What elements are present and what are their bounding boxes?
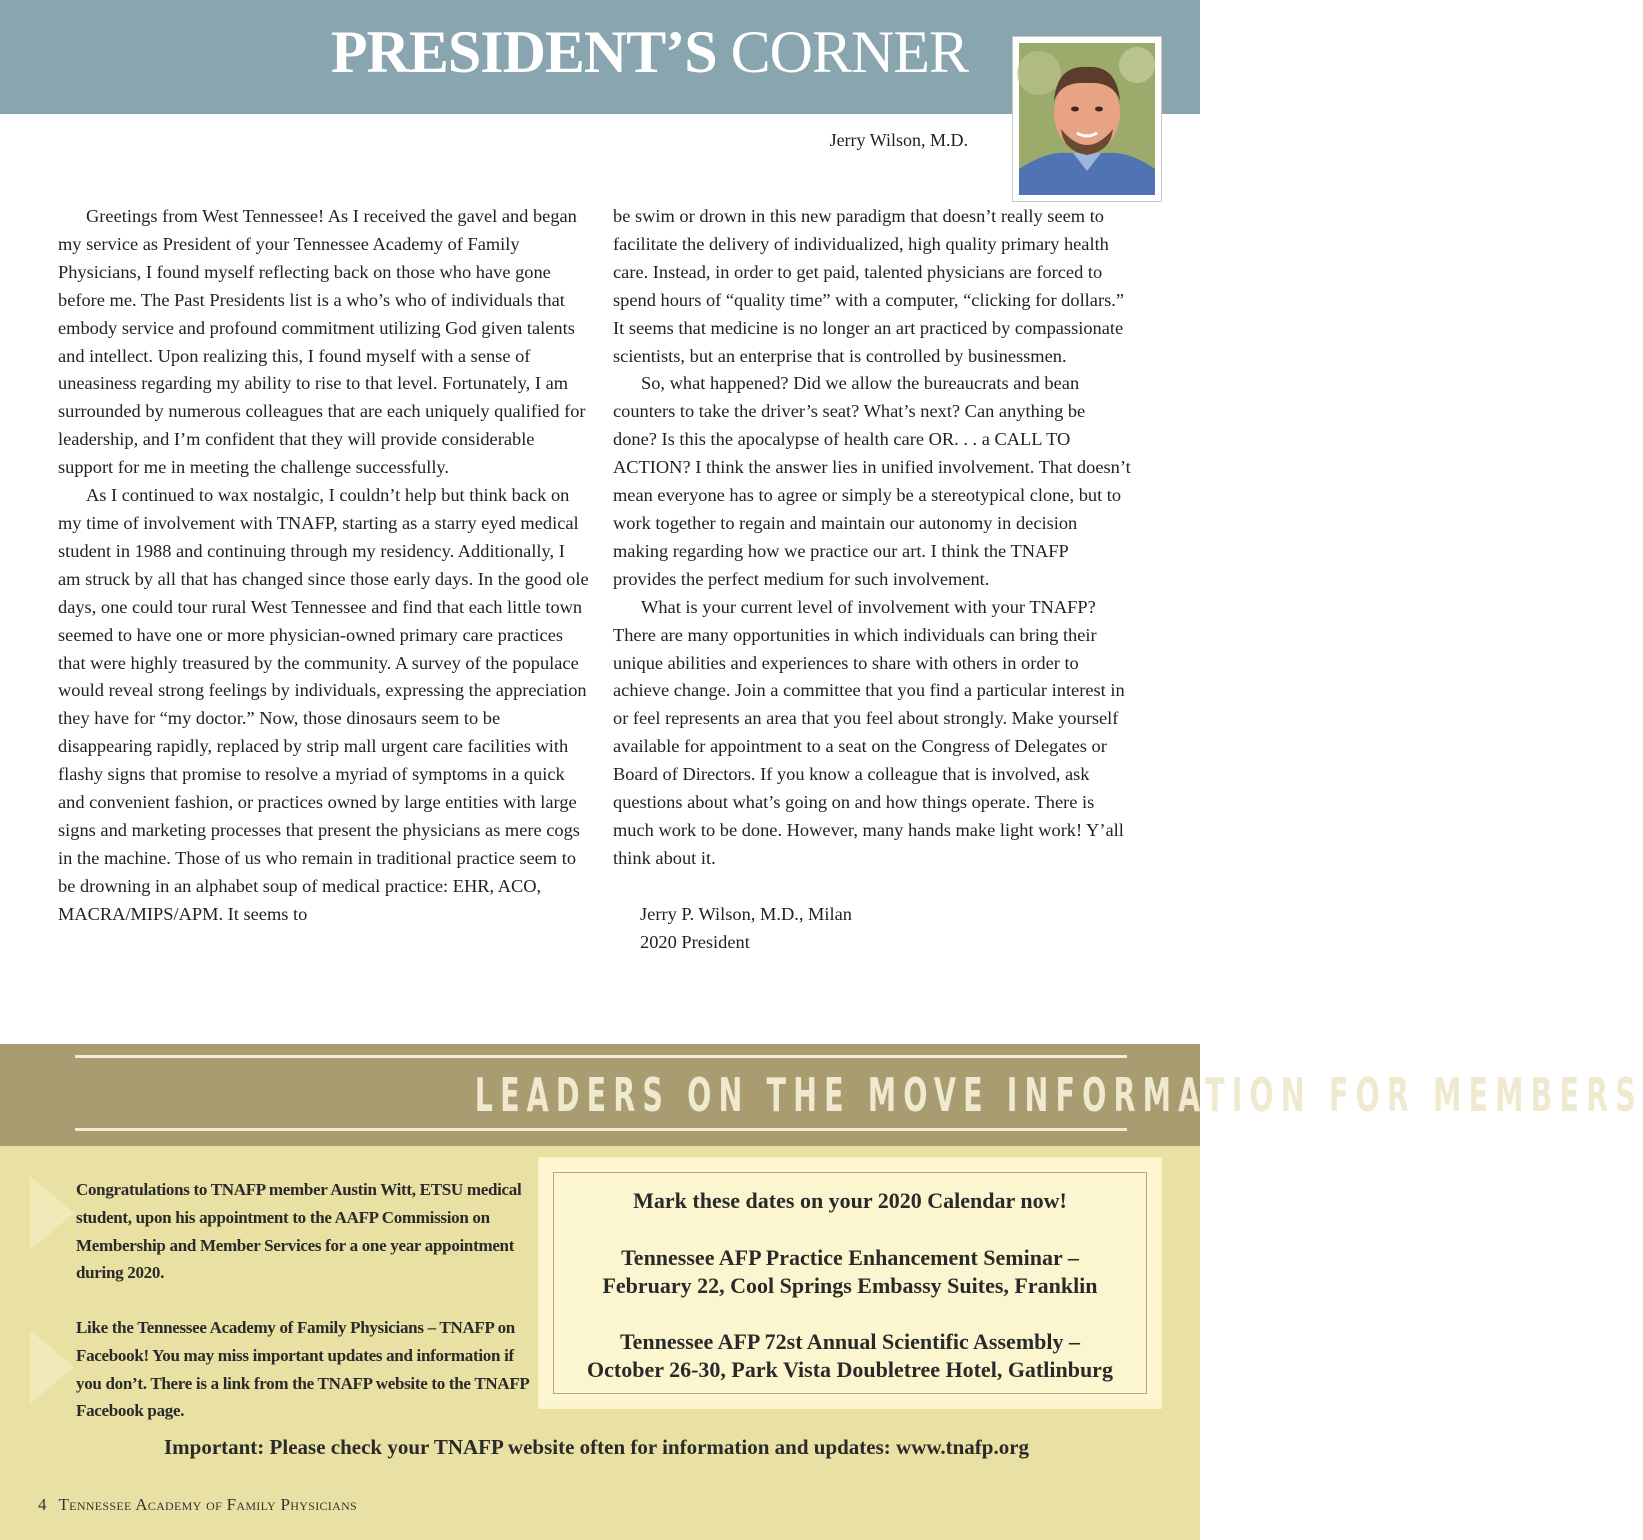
members-info-section bbox=[0, 1146, 1200, 1540]
author-photo bbox=[1019, 43, 1155, 195]
page-footer bbox=[38, 1495, 357, 1515]
author-byline: Jerry Wilson, M.D. bbox=[829, 130, 968, 150]
leaders-banner-title: LEADERS ON THE MOVE INFORMATION FOR MEMBERS bbox=[474, 1068, 1643, 1122]
calendar-dates-box bbox=[538, 1157, 1162, 1409]
article-paragraph: As I continued to wax nostalgic, I couldn’t help but think back on my time of involvement with TNAFP, starting as a starry eyed medical student in 1988 and continuing through my residency. Additionally, I am struck by all that has changed since those early days. In the good ole days, one could tour rural West Tennessee and find that each little town seemed to have one or more physician-owned primary care practices that were highly treasured by the community. A survey of the populace would reveal strong feelings by individuals, expressing the appreciation they have for “my doctor.” Now, those dinosaurs seem to be disappearing rapidly, replaced by strip mall urgent care facilities with flashy signs that promise to resolve a myriad of symptoms in a quick and convenient fashion, or practices owned by large entities with large signs and marketing processes that present the physicians as mere cogs in the machine. Those of us who remain in traditional practice seem to be drowning in an alphabet soup of medical practice: EHR, ACO, MACRA/MIPS/APM. It seems to bbox=[58, 485, 589, 924]
page-title bbox=[300, 19, 968, 85]
bullet-arrow-icon bbox=[30, 1330, 74, 1404]
news-item-witt: Congratulations to TNAFP member Austin Witt, ETSU medical student, upon his appointment to the AAFP Commission on Membership and Member Services for a one year appointment during 2020. bbox=[76, 1180, 522, 1283]
portrait-image bbox=[1019, 43, 1155, 195]
news-item-facebook: Like the Tennessee Academy of Family Physicians – TNAFP on Facebook! You may miss important updates and information if you don’t. There is a link from the TNAFP website to the TNAFP Facebook page. bbox=[76, 1318, 529, 1421]
signature-title: 2020 President bbox=[640, 931, 750, 952]
article-right-column bbox=[613, 203, 1133, 957]
title-light: CORNER bbox=[730, 19, 968, 85]
banner-rule-bottom bbox=[75, 1128, 1127, 1131]
signature-block bbox=[613, 901, 1133, 957]
leaders-banner bbox=[0, 1044, 1643, 1146]
signature-name: Jerry P. Wilson, M.D., Milan bbox=[640, 903, 852, 924]
important-notice: Important: Please check your TNAFP website often for information and updates: www.tnafp.org bbox=[163, 1435, 1030, 1459]
article-paragraph: So, what happened? Did we allow the bureaucrats and bean counters to take the driver’s seat? What’s next? Can anything be done? Is this the apocalypse of health care OR. . . a CALL TO ACTION? I think the answer lies in unified involvement. That doesn’t mean everyone has to agree or simply be a stereotypical clone, but to work together to regain and maintain our autonomy in decision making regarding how we practice our art. I think the TNAFP provides the perfect medium for such involvement. bbox=[613, 373, 1131, 589]
article-paragraph: be swim or drown in this new paradigm that doesn’t really seem to facilitate the delivery of individualized, high quality primary health care. Instead, in order to get paid, talented physicians are forced to spend hours of “quality time” with a computer, “clicking for dollars.” It seems that medicine is no longer an art practiced by compassionate scientists, but an enterprise that is controlled by businessmen. bbox=[613, 206, 1124, 366]
banner-rule-top bbox=[75, 1055, 1127, 1058]
title-strong: PRESIDENT’S bbox=[330, 19, 717, 85]
event-2-details: October 26-30, Park Vista Doubletree Hotel, Gatlinburg bbox=[587, 1357, 1113, 1382]
event-1-title: Tennessee AFP Practice Enhancement Seminar – bbox=[621, 1245, 1079, 1270]
event-1-details: February 22, Cool Springs Embassy Suites, Franklin bbox=[602, 1273, 1098, 1298]
event-2-title: Tennessee AFP 72st Annual Scientific Assembly – bbox=[619, 1329, 1080, 1354]
calendar-dates-inner bbox=[553, 1172, 1147, 1394]
article-paragraph: Greetings from West Tennessee! As I received the gavel and began my service as President of your Tennessee Academy of Family Physicians, I found myself reflecting back on those who have gone before me. The Past Presidents list is a who’s who of individuals that embody service and profound commitment utilizing God given talents and intellect. Upon realizing this, I found myself with a sense of uneasiness regarding my ability to rise to that level. Fortunately, I am surrounded by numerous colleagues that are each uniquely qualified for leadership, and I’m confident that they will provide considerable support for me in meeting the challenge successfully. bbox=[58, 206, 586, 478]
bullet-arrow-icon bbox=[30, 1176, 74, 1250]
page-number: 4 bbox=[38, 1495, 47, 1514]
article-left-column bbox=[58, 203, 590, 929]
dates-heading: Mark these dates on your 2020 Calendar now! bbox=[633, 1188, 1067, 1213]
author-photo-frame bbox=[1012, 36, 1162, 202]
publication-name: Tennessee Academy of Family Physicians bbox=[58, 1495, 358, 1514]
article-paragraph: What is your current level of involvement with your TNAFP? There are many opportunities in which individuals can bring their unique abilities and experiences to share with others in order to achieve change. Join a committee that you find a particular interest in or feel represents an area that you feel about strongly. Make yourself available for appointment to a seat on the Congress of Delegates or Board of Directors. If you know a colleague that is involved, ask questions about what’s going on and how things operate. There is much work to be done. However, many hands make light work! Y’all think about it. bbox=[613, 596, 1125, 868]
